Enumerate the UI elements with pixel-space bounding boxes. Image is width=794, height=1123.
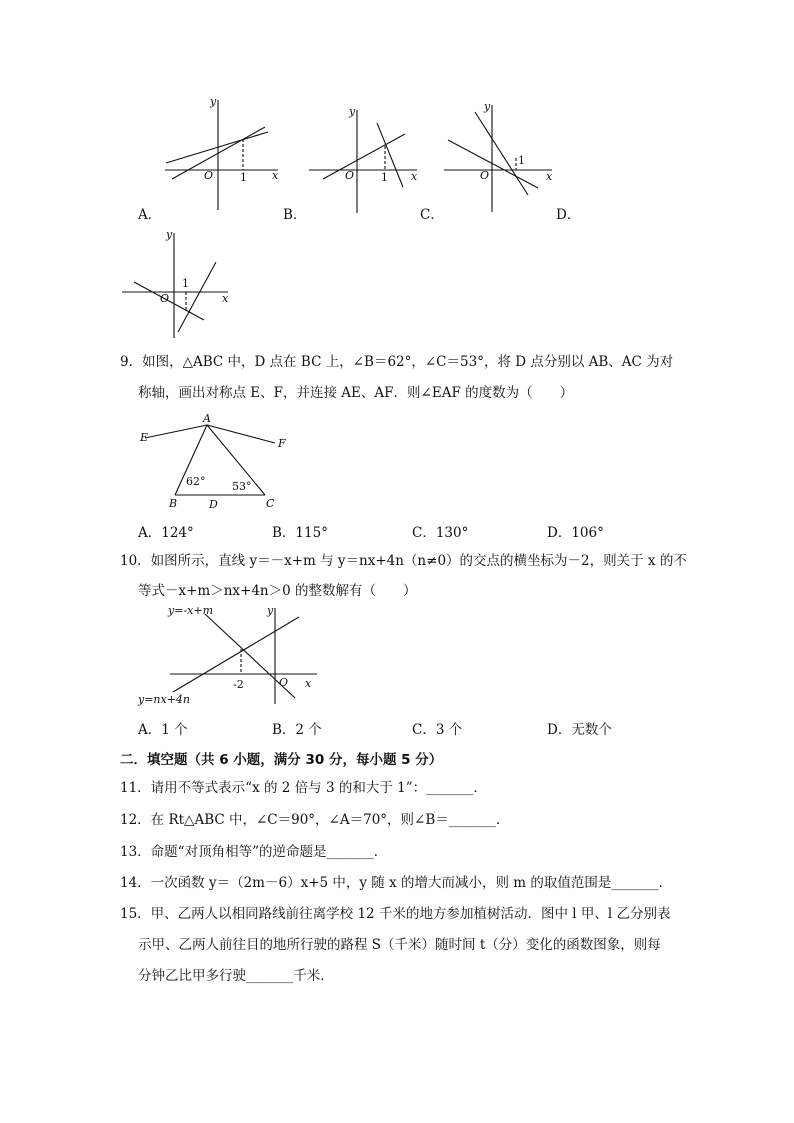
q15-text-line1: 15．甲、乙两人以相同路线前往离学校 12 千米的地方参加植树活动．图中 l 甲、l 乙分别表 — [120, 906, 671, 922]
svg-text:x: x — [546, 170, 553, 183]
q10-option-d: D．无数个 — [547, 722, 612, 738]
q10-option-b: B．2 个 — [272, 722, 322, 738]
q9-option-d: D．106° — [547, 525, 604, 541]
svg-text:O: O — [279, 676, 289, 689]
graph-d — [120, 228, 245, 343]
q10-graph — [135, 600, 325, 710]
svg-text:y=-x+m: y=-x+m — [168, 604, 213, 617]
q12-text: 12．在 Rt△ABC 中，∠C＝90°，∠A＝70°，则∠B＝_______． — [120, 812, 510, 828]
svg-text:1: 1 — [240, 171, 247, 184]
svg-text:y: y — [484, 100, 491, 113]
svg-text:D: D — [209, 498, 218, 511]
q9-text-line2: 称轴，画出对称点 E、F，并连接 AE、AF．则∠EAF 的度数为（ ） — [138, 385, 574, 401]
section-2-heading: 二．填空题（共 6 小题，满分 30 分，每小题 5 分） — [120, 752, 443, 768]
svg-text:53°: 53° — [232, 480, 252, 493]
graph-a — [160, 95, 285, 215]
svg-text:x: x — [305, 677, 312, 690]
q9-option-b: B．115° — [272, 525, 328, 541]
graph-b — [305, 105, 430, 215]
svg-text:y: y — [166, 228, 173, 241]
svg-text:A: A — [203, 412, 211, 425]
svg-text:O: O — [160, 292, 170, 305]
svg-text:62°: 62° — [186, 475, 206, 488]
svg-text:y: y — [210, 95, 217, 108]
svg-text:x: x — [411, 170, 418, 183]
q11-text: 11．请用不等式表示“x 的 2 倍与 3 的和大于 1”：_______． — [120, 780, 487, 796]
q10-option-a: A．1 个 — [138, 722, 188, 738]
q10-text-line1: 10．如图所示，直线 y＝－x+m 与 y＝nx+4n（n≠0）的交点的横坐标为－2，则关于 x 的不 — [120, 553, 687, 569]
svg-text:y=nx+4n: y=nx+4n — [138, 693, 191, 706]
svg-text:O: O — [480, 169, 490, 182]
svg-text:C: C — [266, 497, 275, 510]
q9-option-c: C．130° — [412, 525, 469, 541]
option-b-label: B． — [283, 207, 307, 223]
option-a-label: A． — [138, 207, 162, 223]
svg-text:-2: -2 — [233, 678, 244, 691]
q14-text: 14．一次函数 y＝（2m－6）x+5 中，y 随 x 的增大而减小，则 m 的取值范围是_______． — [120, 875, 673, 891]
svg-text:1: 1 — [182, 277, 189, 290]
q9-option-a: A．124° — [138, 525, 194, 541]
svg-text:y: y — [349, 105, 356, 118]
svg-text:1: 1 — [518, 154, 525, 167]
svg-text:y: y — [267, 604, 274, 617]
q15-text-line2: 示甲、乙两人前往目的地所行驶的路程 S（千米）随时间 t（分）变化的函数图象，则每 — [138, 937, 661, 953]
svg-text:x: x — [272, 169, 279, 182]
graph-c — [440, 100, 565, 215]
svg-text:F: F — [278, 437, 286, 450]
q9-text-line1: 9．如图，△ABC 中，D 点在 BC 上，∠B＝62°，∠C＝53°，将 D 点分别以 AB、AC 为对 — [120, 354, 674, 370]
q13-text: 13．命题“对顶角相等”的逆命题是_______． — [120, 844, 388, 860]
option-c-label: C． — [420, 207, 444, 223]
svg-text:B: B — [169, 497, 178, 510]
svg-text:O: O — [345, 169, 355, 182]
q9-triangle-figure — [135, 410, 295, 515]
svg-text:E: E — [140, 431, 149, 444]
q15-text-line3: 分钟乙比甲多行驶_______千米． — [138, 968, 334, 984]
q10-text-line2: 等式－x+m＞nx+4n＞0 的整数解有（ ） — [138, 583, 417, 599]
svg-text:O: O — [204, 169, 214, 182]
svg-text:1: 1 — [381, 171, 388, 184]
q10-option-c: C．3 个 — [412, 722, 463, 738]
svg-text:x: x — [222, 292, 229, 305]
option-d-label: D． — [556, 207, 581, 223]
